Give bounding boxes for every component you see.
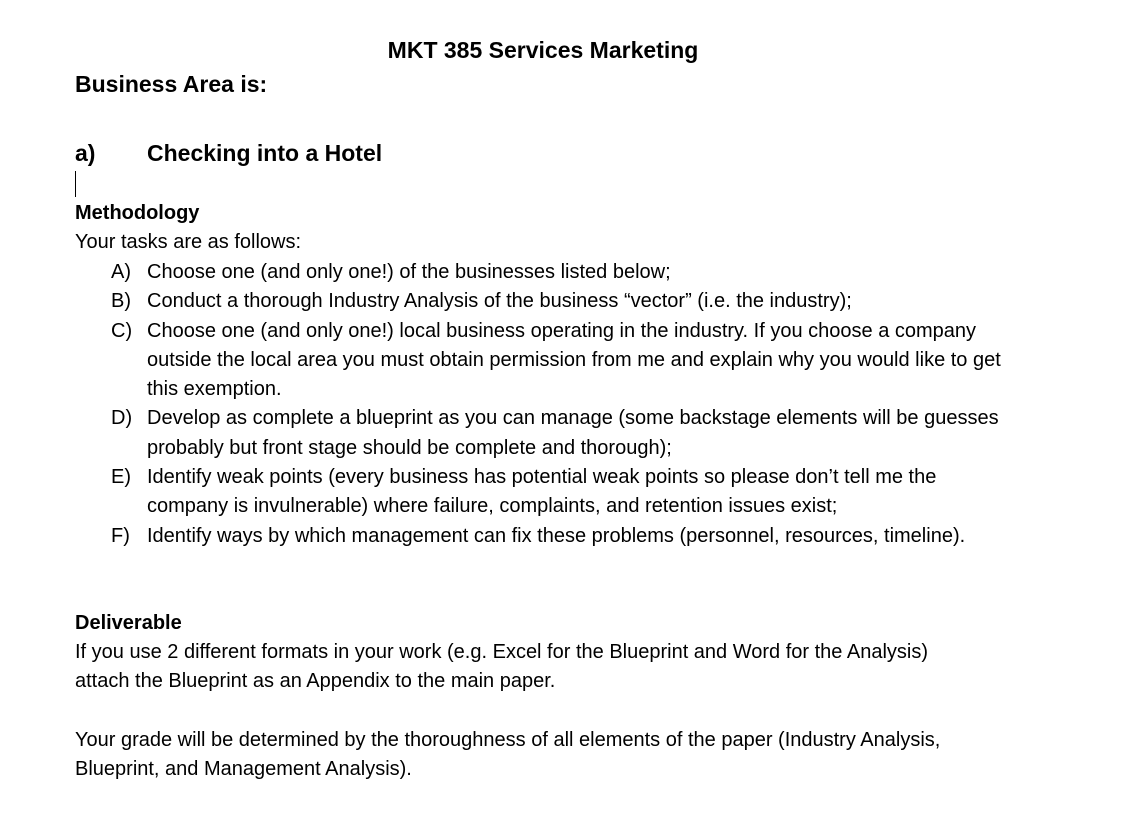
business-area-label: Business Area is: <box>75 71 268 97</box>
text-cursor <box>75 171 76 197</box>
deliverable-heading: Deliverable <box>75 612 182 634</box>
task-item-a <box>75 258 1005 287</box>
task-text: Develop as complete a blueprint as you can manage (some backstage elements will be guesses probably but front stage should be complete and thorough); <box>147 407 999 459</box>
task-marker: C) <box>111 319 133 342</box>
task-marker: A) <box>111 261 131 283</box>
task-marker: F) <box>111 524 130 547</box>
methodology-heading: Methodology <box>75 202 200 224</box>
task-text: Identify weak points (every business has potential weak points so please don’t tell me the company is invulnerable) where failure, complaints, and retention issues exist; <box>147 466 937 518</box>
task-item-b <box>75 287 1005 316</box>
task-marker: B) <box>111 290 131 313</box>
task-item-c <box>75 317 1005 405</box>
task-list <box>75 258 1005 551</box>
task-text: Choose one (and only one!) local business operating in the industry. If you choose a company outside the local area you must obtain permission from me and explain why you would like to get this exemption. <box>147 319 1001 401</box>
business-option-text: Checking into a Hotel <box>147 140 383 166</box>
deliverable-paragraph-2: Your grade will be determined by the thoroughness of all elements of the paper (Industry Analysis, Blueprint, and Management Analysis). <box>75 729 941 781</box>
deliverable-paragraph-1: If you use 2 different formats in your work (e.g. Excel for the Blueprint and Word for the Analysis) attach the Blueprint as an Appendix to the main paper. <box>75 641 928 693</box>
task-marker: E) <box>111 466 131 489</box>
task-text: Conduct a thorough Industry Analysis of the business “vector” (i.e. the industry); <box>147 290 852 313</box>
task-text: Identify ways by which management can fix these problems (personnel, resources, timeline). <box>147 524 966 547</box>
business-option-letter: a) <box>75 140 96 166</box>
task-text: Choose one (and only one!) of the businesses listed below; <box>147 261 671 283</box>
task-item-f <box>75 522 1005 551</box>
document-title: MKT 385 Services Marketing <box>387 37 699 63</box>
task-item-d <box>75 404 1005 463</box>
task-item-e <box>75 463 1005 522</box>
methodology-intro: Your tasks are as follows: <box>75 231 302 253</box>
task-marker: D) <box>111 407 133 430</box>
